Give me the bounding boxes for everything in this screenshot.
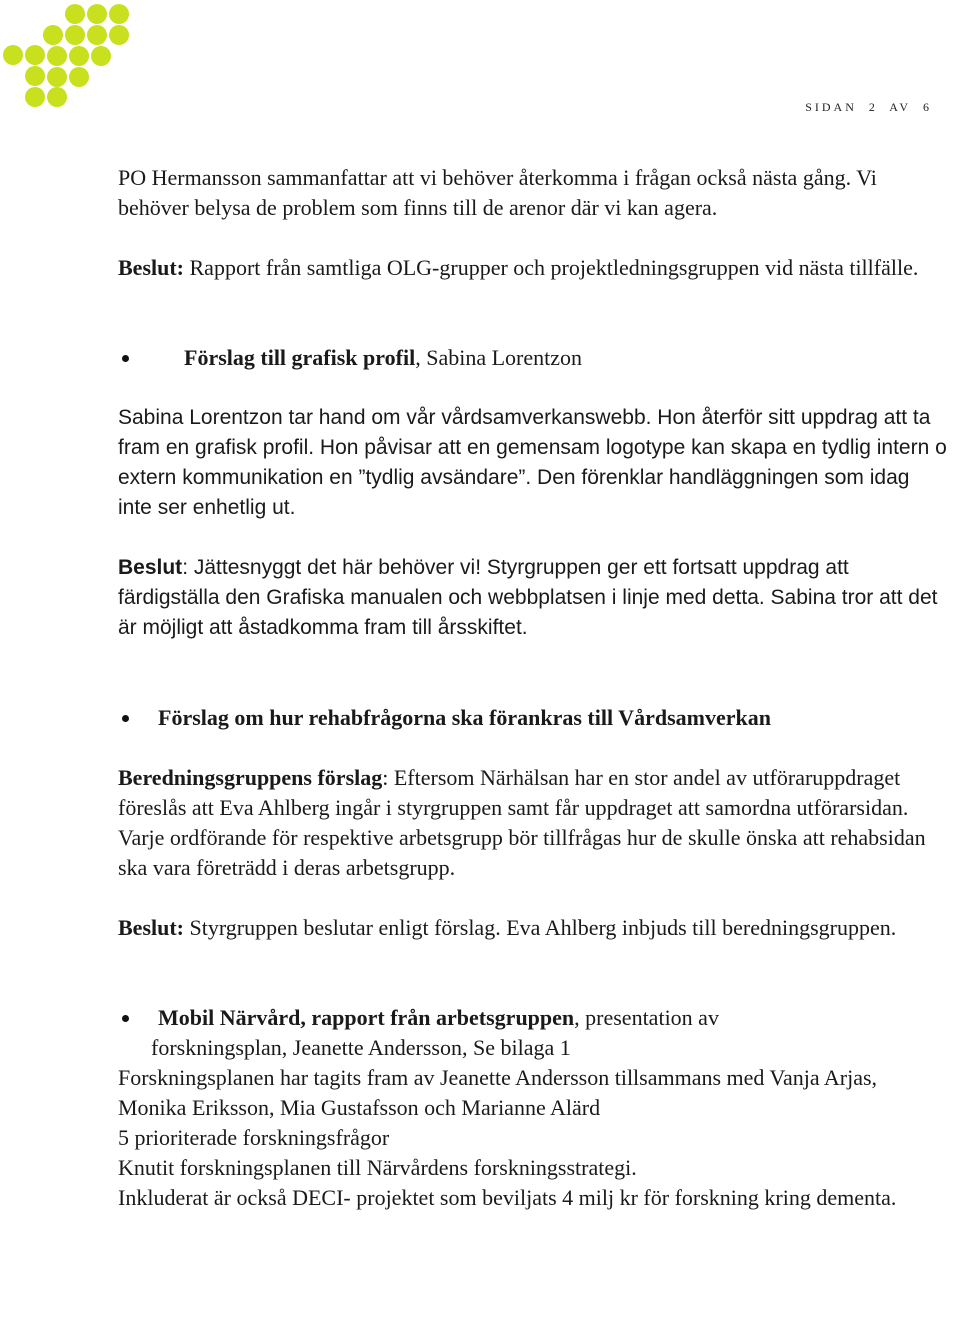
document-body — [118, 163, 948, 1213]
decision-2: Beslut: Jättesnyggt det här behöver vi! Styrgruppen ger ett fortsatt uppdrag att färdigställa den Grafiska manualen och webbplatsen i linje med detta. Sabina tror att det är möjligt att åstadkomma fram till årsskiftet. — [118, 556, 938, 639]
agenda-item-mobil-narvard-cont: forskningsplan, Jeanette Andersson, Se bilaga 1 — [151, 1035, 571, 1060]
agenda-item-grafisk-profil: Förslag till grafisk profil, Sabina Lorentzon — [118, 343, 948, 373]
page-number — [805, 100, 938, 115]
line-deci: Inkluderat är också DECI- projektet som beviljats 4 milj kr för forskning kring dementa. — [118, 1185, 897, 1210]
paragraph-grafisk-profil: Sabina Lorentzon tar hand om vår vårdsamverkanswebb. Hon återför sitt uppdrag att ta fram en grafisk profil. Hon påvisar att en gemensam logotype kan skapa en tydlig intern o extern kommunikation en ”tydlig avsändare”. Den förenklar handläggningen som idag inte ser enhetlig ut. — [118, 406, 947, 519]
page-current: 2 — [868, 100, 878, 114]
page-total: 6 — [923, 100, 932, 114]
bullet-icon — [122, 355, 129, 362]
bullet-icon — [122, 715, 129, 722]
line-forskningsplan: Forskningsplanen har tagits fram av Jeanette Andersson tillsammans med Vanja Arjas, Monika Eriksson, Mia Gustafsson och Marianne Alärd — [118, 1065, 878, 1120]
dot-grid-logo-icon — [0, 0, 140, 112]
agenda-item-mobil-narvard: Mobil Närvård, rapport från arbetsgruppen, presentation av — [118, 1003, 948, 1033]
agenda-item-rehab: Förslag om hur rehabfrågorna ska förankras till Vårdsamverkan — [118, 703, 948, 733]
decision-1: Beslut: Rapport från samtliga OLG-grupper och projektledningsgruppen vid nästa tillfälle. — [118, 255, 919, 280]
bullet-icon — [122, 1015, 129, 1022]
decision-3: Beslut: Styrgruppen beslutar enligt förslag. Eva Ahlberg inbjuds till beredningsgruppen. — [118, 915, 897, 940]
paragraph-beredning: Beredningsgruppens förslag: Eftersom Närhälsan har en stor andel av utföraruppdraget föreslås att Eva Ahlberg ingår i styrgruppen samt får uppdraget att samordna utförarsidan. Varje ordförande för respektive arbetsgrupp bör tillfrågas hur de skulle önska att rehabsidan ska vara företrädd i deras arbetsgrupp. — [118, 765, 926, 880]
page-of: AV — [889, 100, 911, 114]
paragraph-summary: PO Hermansson sammanfattar att vi behöver återkomma i frågan också nästa gång. Vi behöver belysa de problem som finns till de arenor där vi kan agera. — [118, 165, 877, 220]
line-forskningsfragor: 5 prioriterade forskningsfrågor — [118, 1125, 390, 1150]
page-label: SIDAN — [805, 100, 857, 114]
line-strategi: Knutit forskningsplanen till Närvårdens forskningsstrategi. — [118, 1155, 637, 1180]
